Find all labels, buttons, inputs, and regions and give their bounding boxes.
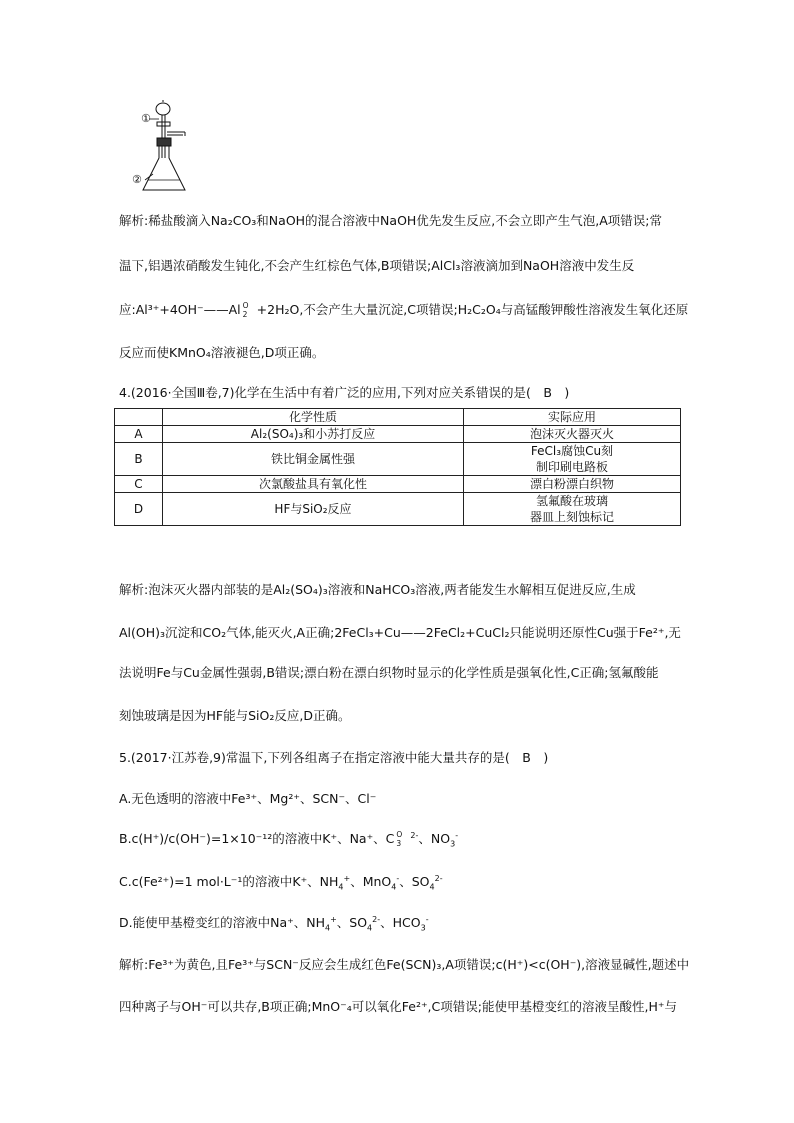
property-cell: 次氯酸盐具有氧化性 [163,476,464,493]
apparatus-figure [132,100,195,195]
q4-analysis-line-4: 刻蚀玻璃是因为HF能与SiO₂反应,D正确。 [119,708,351,723]
application-cell: 氢氟酸在玻璃 器皿上刻蚀标记 [464,493,681,526]
property-cell: Al₂(SO₄)₃和小苏打反应 [163,426,464,443]
option-cell: C [115,476,163,493]
q3-analysis-line-2: 温下,铝遇浓硝酸发生钝化,不会产生红棕色气体,B项错误;AlCl₃溶液滴加到NaOH溶液中发生反 [119,258,635,273]
option-cell: B [115,443,163,476]
application-cell: FeCl₃腐蚀Cu刻 制印刷电路板 [464,443,681,476]
q4-analysis-line-2: Al(OH)₃沉淀和CO₂气体,能灭火,A正确;2FeCl₃+Cu——2FeCl₂+CuCl₂只能说明还原性Cu强于Fe²⁺,无 [119,625,681,640]
label-1: ① [141,112,151,125]
q3-analysis-line-1: 解析:稀盐酸滴入Na₂CO₃和NaOH的混合溶液中NaOH优先发生反应,不会立即产生气泡,A项错误;常 [119,213,663,228]
q4-analysis-line-3: 法说明Fe与Cu金属性强弱,B错误;漂白粉在漂白织物时显示的化学性质是强氧化性,C正确;氢氟酸能 [119,665,659,680]
table-row [115,476,681,493]
property-cell: HF与SiO₂反应 [163,493,464,526]
header-cell-property: 化学性质 [163,409,464,426]
table-header-row [115,409,681,426]
aluminate-fraction: O 2 [242,300,249,319]
q5-analysis-line-2: 四种离子与OH⁻可以共存,B项正确;MnO⁻₄可以氧化Fe²⁺,C项错误;能使甲基橙变红的溶液呈酸性,H⁺与 [119,999,677,1014]
q5-option-a: A.无色透明的溶液中Fe³⁺、Mg²⁺、SCN⁻、Cl⁻ [119,791,377,806]
option-cell: D [115,493,163,526]
q3-analysis-line-4: 反应而使KMnO₄溶液褪色,D项正确。 [119,345,325,360]
q5-option-d: D.能使甲基橙变红的溶液中Na⁺、$NH_4^+$、$SO_4^{2-}$、$HCO_3^-$ [119,914,429,933]
q4-analysis-line-1: 解析:泡沫灭火器内部装的是Al₂(SO₄)₃溶液和NaHCO₃溶液,两者能发生水解相互促进反应,生成 [119,582,636,597]
application-cell: 泡沫灭火器灭火 [464,426,681,443]
option-cell: A [115,426,163,443]
header-cell-application: 实际应用 [464,409,681,426]
q5-analysis-line-1: 解析:Fe³⁺为黄色,且Fe³⁺与SCN⁻反应会生成红色Fe(SCN)₃,A项错误;c(H⁺)<c(OH⁻),溶液显碱性,题述中 [119,957,690,972]
header-cell-empty [115,409,163,426]
table-row [115,443,681,476]
table-row [115,426,681,443]
property-cell: 铁比铜金属性强 [163,443,464,476]
label-2: ② [132,173,142,186]
q5-stem: 5.(2017·江苏卷,9)常温下,下列各组离子在指定溶液中能大量共存的是( B ) [119,750,549,765]
q3-analysis-line-3: 应:Al³⁺+4OH⁻——Al O 2 +2H₂O,不会产生大量沉淀,C项错误;H₂C₂O₄与高锰酸钾酸性溶液发生氧化还原 [119,300,689,319]
application-cell: 漂白粉漂白织物 [464,476,681,493]
q5-option-c: C.c(Fe²⁺)=1 mol·L⁻¹的溶液中K⁺、$NH_4^+$、MnO$_4$-、$SO_4^{2-}$ [119,873,443,892]
table-row [115,493,681,526]
q5-option-b: B.c(H⁺)/c(OH⁻)=1×10⁻¹²的溶液中K⁺、Na⁺、C O 3 $^{2-}$、$NO_3^-$ [119,829,459,849]
q4-table [114,408,681,526]
q4-stem: 4.(2016·全国Ⅲ卷,7)化学在生活中有着广泛的应用,下列对应关系错误的是( B ) [119,385,570,400]
